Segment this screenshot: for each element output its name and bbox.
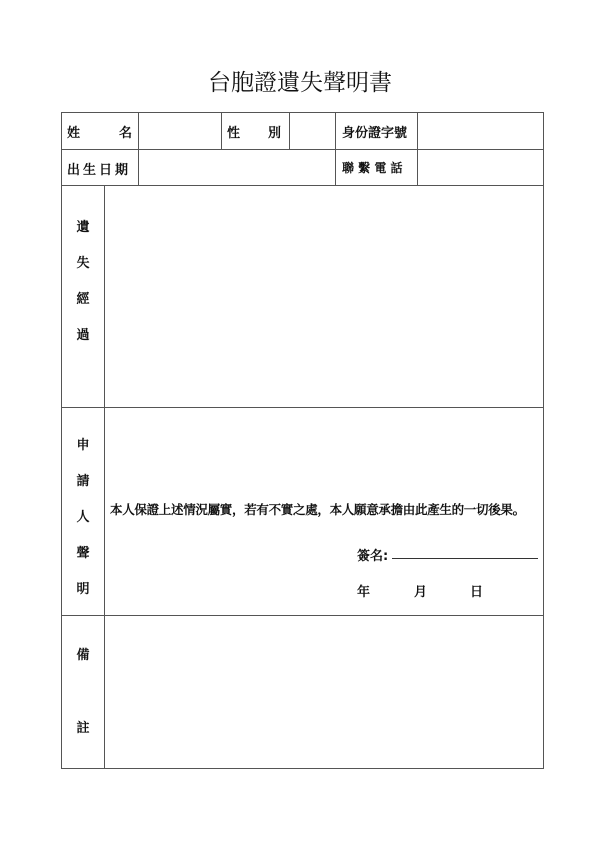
label-char: 經 xyxy=(76,292,90,307)
label-char: 聲 xyxy=(76,546,90,561)
phone-label: 聯 繫 電 話 xyxy=(342,161,403,175)
label-char: 明 xyxy=(76,582,90,597)
year-label: 年 xyxy=(357,585,371,600)
birth-date-field[interactable] xyxy=(139,150,335,185)
birth-date-label: 出生日期 xyxy=(67,163,132,178)
gender-field[interactable] xyxy=(290,113,335,149)
document-title: 台胞證遺失聲明書 xyxy=(208,70,392,96)
day-label: 日 xyxy=(470,585,484,600)
label-char: 請 xyxy=(76,474,90,489)
phone-field[interactable] xyxy=(418,150,543,185)
remarks-section-label xyxy=(68,616,98,768)
month-label: 月 xyxy=(414,585,428,600)
signature-line[interactable] xyxy=(392,558,538,559)
id-number-label: 身份證字號 xyxy=(342,126,408,141)
col-divider xyxy=(221,112,222,149)
gender-label-a: 性 xyxy=(227,126,241,141)
label-char: 過 xyxy=(76,328,90,343)
declaration-statement: 本人保證上述情況屬實，若有不實之處，本人願意承擔由此產生的一切後果。 xyxy=(110,502,525,517)
label-char: 備 xyxy=(76,648,90,663)
col-divider xyxy=(335,112,336,186)
declaration-section-label xyxy=(68,408,98,615)
remarks-field[interactable] xyxy=(105,616,543,768)
name-label-a: 姓 xyxy=(67,126,81,141)
label-char: 申 xyxy=(76,438,90,453)
id-number-field[interactable] xyxy=(418,113,543,149)
loss-section-label xyxy=(68,186,98,407)
loss-details-field[interactable] xyxy=(105,186,543,407)
gender-label-b: 別 xyxy=(268,126,282,141)
label-char: 人 xyxy=(76,510,90,525)
signature-label: 簽名: xyxy=(357,549,389,564)
name-label-b: 名 xyxy=(119,126,133,141)
section-divider xyxy=(61,407,544,408)
label-char: 失 xyxy=(76,256,90,271)
label-char: 註 xyxy=(76,721,90,736)
name-field[interactable] xyxy=(139,113,221,149)
label-char: 遺 xyxy=(76,220,90,235)
